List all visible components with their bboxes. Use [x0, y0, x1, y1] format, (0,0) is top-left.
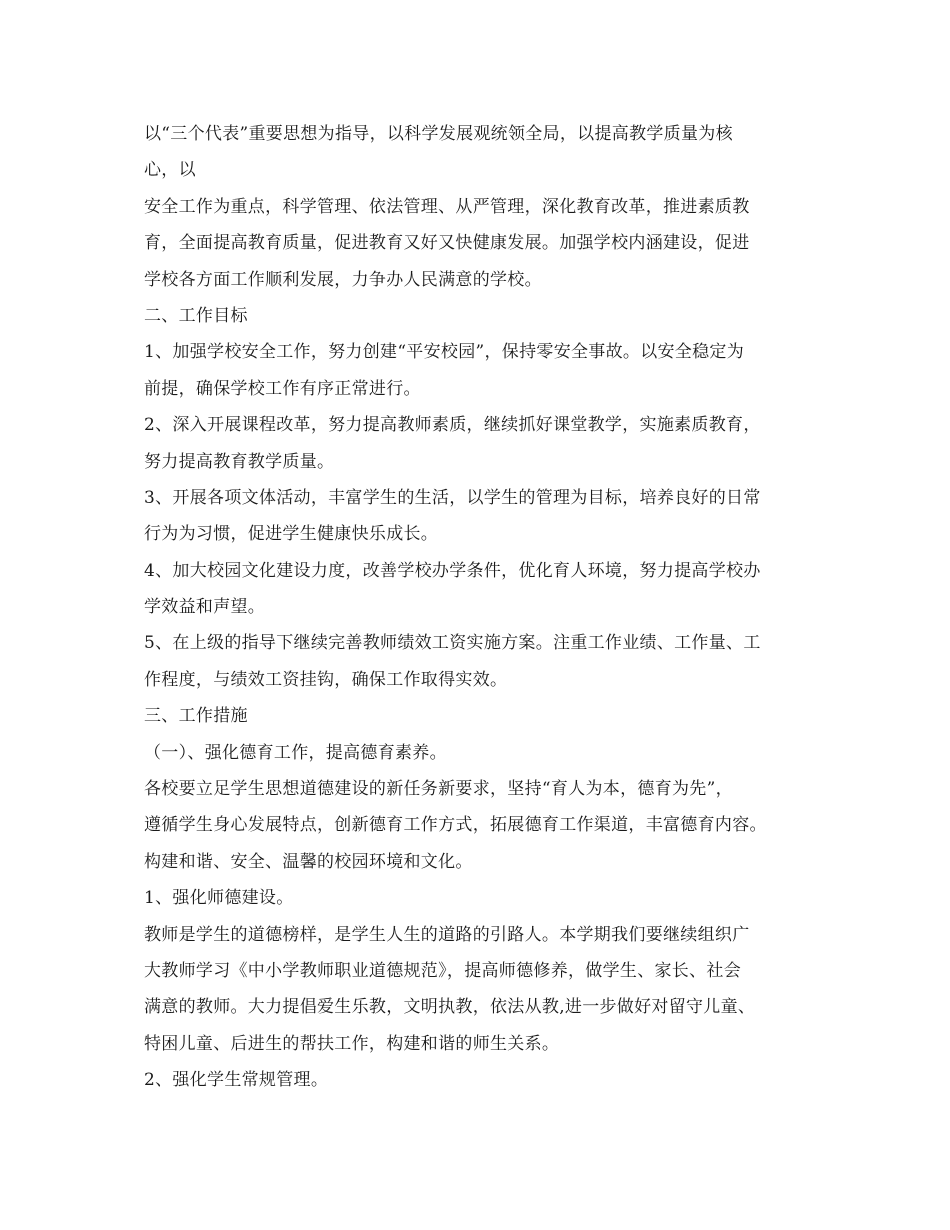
text-line: 学校各方面工作顺利发展，力争办人民满意的学校。 [144, 269, 542, 290]
section-heading: 二、工作目标 [144, 305, 248, 326]
text-line: 1、加强学校安全工作，努力创建“平安校园”，保持零安全事故。以安全稳定为 [144, 342, 744, 363]
text-line: 教师是学生的道德榜样，是学生人生的道路的引路人。本学期我们要继续组织广 [144, 924, 750, 945]
text-line: 3、开展各项文体活动，丰富学生的生活，以学生的管理为目标，培养良好的日常 [144, 487, 761, 508]
item-heading: 1、强化师德建设。 [144, 888, 294, 909]
text-line: 行为为习惯，促进学生健康快乐成长。 [144, 524, 439, 545]
text-line: 作程度，与绩效工资挂钩，确保工作取得实效。 [144, 669, 508, 690]
text-line: 安全工作为重点，科学管理、依法管理、从严管理，深化教育改革，推进素质教 [144, 196, 750, 217]
text-line: 各校要立足学生思想道德建设的新任务新要求，坚持“育人为本，德育为先”， [144, 779, 733, 800]
text-line: 遵循学生身心发展特点，创新德育工作方式，拓展德育工作渠道，丰富德育内容。 [144, 815, 767, 836]
text-line: 以“三个代表”重要思想为指导，以科学发展观统领全局，以提高教学质量为核 [144, 124, 733, 144]
text-line: 4、加大校园文化建设力度，改善学校办学条件，优化育人环境，努力提高学校办 [144, 560, 761, 581]
item-heading: 2、强化学生常规管理。 [144, 1070, 329, 1091]
text-line: 2、深入开展课程改革，努力提高教师素质，继续抓好课堂教学，实施素质教育， [144, 415, 761, 436]
text-line: 5、在上级的指导下继续完善教师绩效工资实施方案。注重工作业绩、工作量、工 [144, 633, 761, 654]
text-line: 满意的教师。大力提倡爱生乐教，文明执教，依法从教,进一步做好对留守儿童、 [144, 997, 756, 1018]
text-line: 努力提高教育教学质量。 [144, 451, 335, 472]
section-heading: 三、工作措施 [144, 706, 248, 727]
text-line: 特困儿童、后进生的帮扶工作，构建和谐的师生关系。 [144, 1033, 560, 1054]
subsection-heading: （一）、强化德育工作，提高德育素养。 [144, 742, 447, 763]
text-line: 大教师学习《中小学教师职业道德规范》，提高师德修养，做学生、家长、社会 [144, 960, 741, 981]
text-line: 学效益和声望。 [144, 597, 266, 618]
text-line: 心，以 [144, 160, 196, 181]
document-body [144, 116, 812, 1099]
text-line: 构建和谐、安全、温馨的校园环境和文化。 [144, 851, 473, 872]
text-line: 前提，确保学校工作有序正常进行。 [144, 378, 421, 399]
text-line: 育，全面提高教育质量，促进教育又好又快健康发展。加强学校内涵建设，促进 [144, 233, 750, 254]
